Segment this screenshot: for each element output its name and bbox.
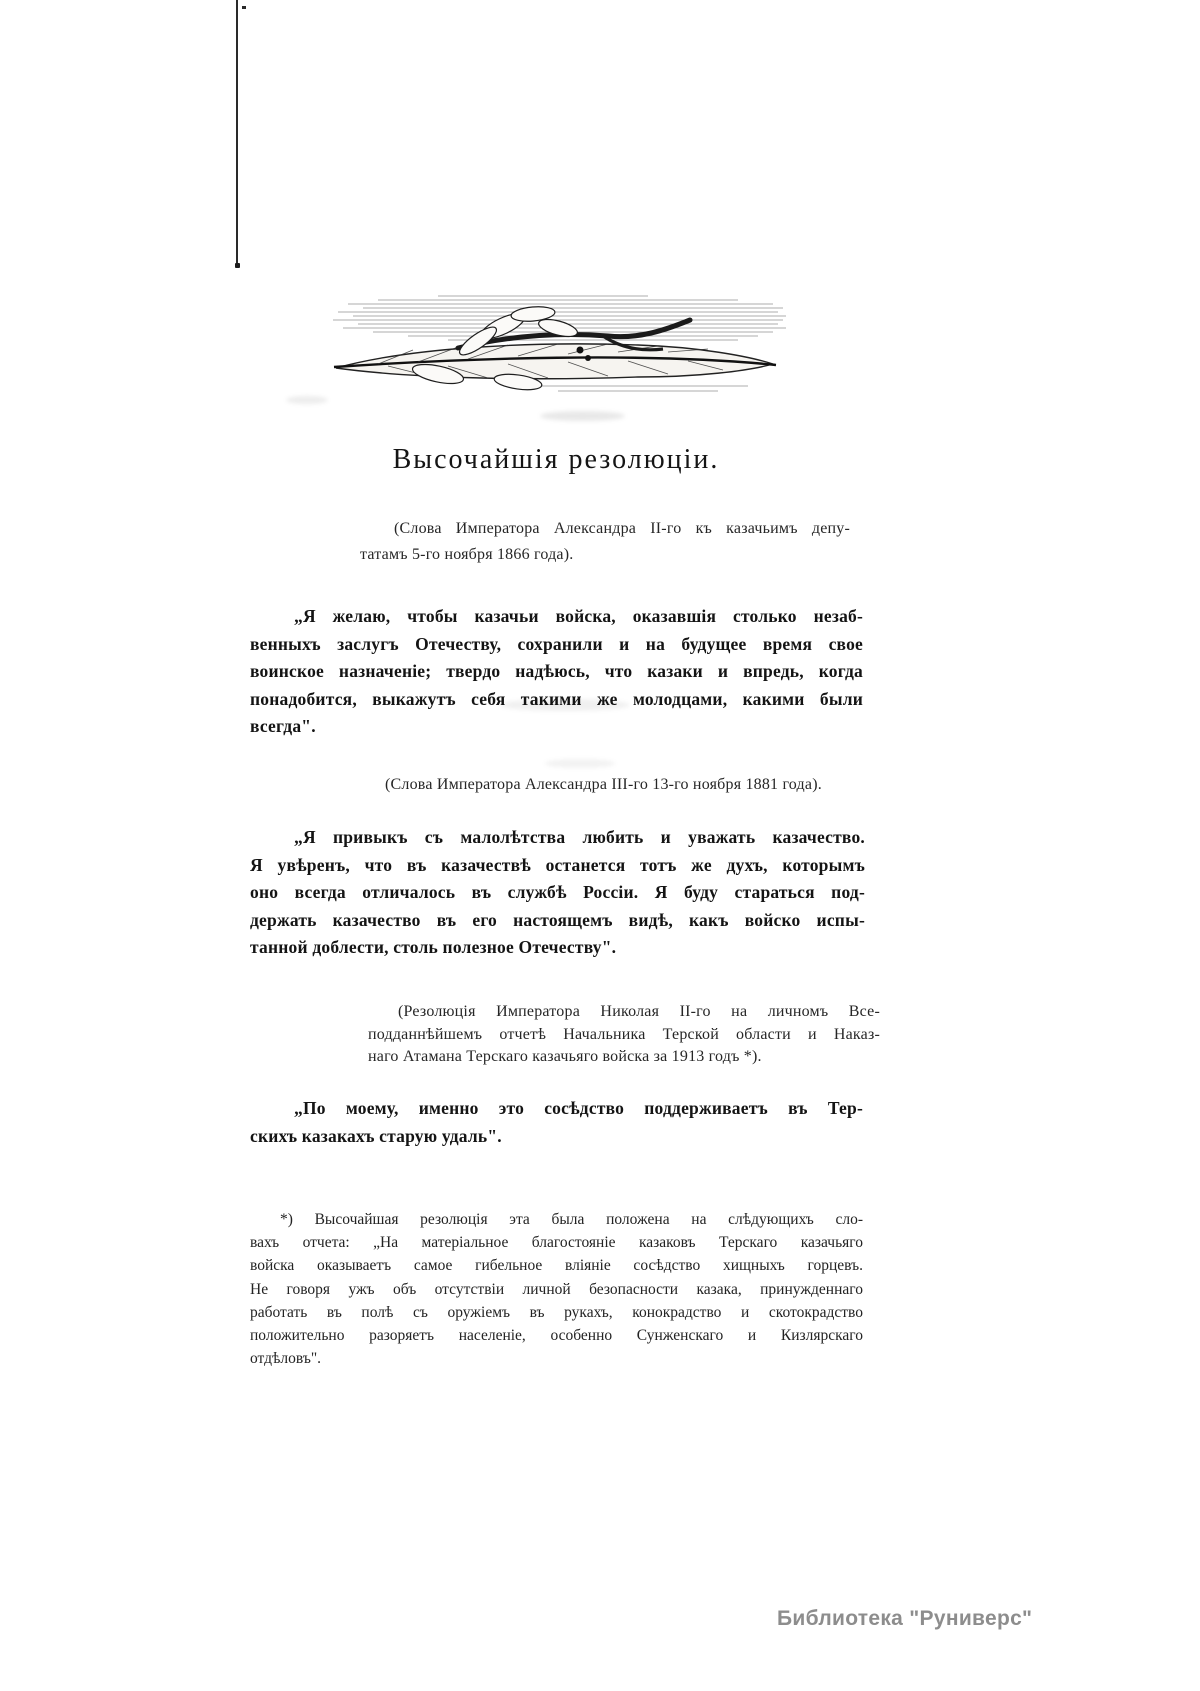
citation-alexander-iii xyxy=(385,772,822,798)
scan-smudge xyxy=(286,396,328,404)
page-title: Высочайшія резолюціи. xyxy=(392,444,720,475)
ornament-engraving-graphic xyxy=(318,286,788,398)
text-line: держать казачество въ его настоящемъ видѣ, какъ войско испы- xyxy=(250,909,865,930)
text-line: (Резолюція Императора Николая II-го на личномъ Все- xyxy=(398,1003,880,1020)
text-line: скихъ казакахъ старую удаль". xyxy=(250,1125,502,1146)
text-line: „По моему, именно это сосѣдство поддерживаетъ въ Тер- xyxy=(294,1098,863,1118)
text-line: понадобится, выкажутъ себя такими же молодцами, какими были xyxy=(250,688,863,709)
text-line: (Слова Императора Александра III-го 13-го ноября 1881 года). xyxy=(385,776,822,793)
text-line: „Я желаю, чтобы казачьи войска, оказавшія столько незаб- xyxy=(294,606,863,626)
library-watermark: Библиотека "Руниверс" xyxy=(777,1607,1033,1630)
text-line: *) Высочайшая резолюція эта была положена на слѣдующихъ сло- xyxy=(280,1211,863,1228)
text-line: войска оказываетъ самое гибельное вліяніе сосѣдство хищныхъ горцевъ. xyxy=(250,1257,863,1275)
text-line: (Слова Императора Александра II-го къ казачьимъ депу- xyxy=(394,520,850,537)
text-line: венныхъ заслугъ Отечеству, сохранили и на будущее время свое xyxy=(250,633,863,654)
text-line: „Я привыкъ съ малолѣтства любить и уважать казачество. xyxy=(294,827,865,847)
quote-nicholas-ii xyxy=(250,1095,863,1150)
text-line: всегда". xyxy=(250,716,316,736)
scan-smudge xyxy=(500,699,630,711)
citation-nicholas-ii xyxy=(368,1001,880,1069)
citation-alexander-ii xyxy=(360,516,850,568)
text-line: танной доблести, столь полезное Отечеству". xyxy=(250,937,617,957)
text-line: положительно разоряетъ населеніе, особенно Сунженскаго и Кизлярскаго xyxy=(250,1327,863,1345)
text-line: подданнѣйшемъ отчетѣ Начальника Терской области и Наказ- xyxy=(368,1025,880,1043)
footnote xyxy=(250,1208,863,1370)
quote-alexander-iii xyxy=(250,824,865,962)
text-line: татамъ 5-го ноября 1866 года). xyxy=(360,546,574,563)
text-line: воинское назначеніе; твердо надѣюсь, что казаки и впредь, когда xyxy=(250,661,863,681)
text-line: вахъ отчета: „На матеріальное благостояніе казаковъ Терскаго казачьяго xyxy=(250,1234,863,1252)
quote-alexander-ii xyxy=(250,603,863,741)
text-line: Я увѣренъ, что въ казачествѣ останется тотъ же духъ, которымъ xyxy=(250,854,865,875)
scan-edge-artifact-line xyxy=(236,0,238,268)
text-line: оно всегда отличалось въ службѣ Россіи. Я буду стараться под- xyxy=(250,882,865,902)
scan-edge-artifact-blob xyxy=(235,263,240,268)
ornament-quill-laurel-engraving xyxy=(318,286,788,398)
scan-edge-artifact-dot xyxy=(242,6,246,9)
scan-smudge xyxy=(545,759,615,768)
text-line: отдѣловъ". xyxy=(250,1350,322,1368)
text-line: работать въ полѣ съ оружіемъ въ рукахъ, конокрадство и скотокрадство xyxy=(250,1303,863,1321)
scan-smudge xyxy=(540,411,625,421)
text-line: наго Атамана Терскаго казачьяго войска за 1913 годъ *). xyxy=(368,1048,762,1065)
text-line: Не говоря ужъ объ отсутствіи личной безопасности казака, принужденнаго xyxy=(250,1280,863,1298)
